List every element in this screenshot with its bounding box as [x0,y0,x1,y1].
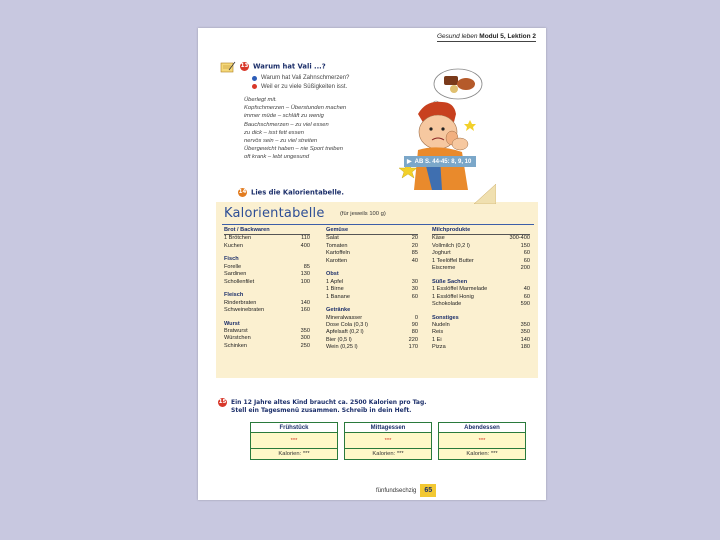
food-name: Schokolade [432,301,462,308]
page-number-words: fünfundsechzig [376,487,417,494]
meal-card-dinner [438,422,526,460]
calorie-row [326,286,418,293]
calorie-section-heading: Milchprodukte [432,227,530,235]
calorie-row [326,315,418,322]
calorie-row [432,286,530,293]
calorie-row [432,243,530,250]
calorie-row [432,258,530,265]
food-name: Dose Cola (0,3 l) [326,321,368,328]
meal-name: Mittagessen [345,423,431,433]
task-14-title [238,188,344,197]
meal-calories: Kalorien: *** [345,449,431,459]
food-calories: 30 [411,278,418,285]
food-calories: 220 [408,336,418,343]
food-name: Bier (0,5 l) [326,336,352,343]
bullet-icon [252,76,257,81]
bullet-icon [252,84,257,89]
calorie-section-heading: Wurst [224,320,240,327]
calorie-row [326,294,418,301]
calorie-row [432,322,530,329]
calorie-row [326,235,418,242]
food-name: Bratwurst [224,327,248,334]
food-name: Forelle [224,263,242,270]
boy-toothache-illustration [396,66,522,190]
food-calories: 80 [411,329,418,336]
daily-menu-table [250,422,526,460]
food-name: Tomaten [326,242,348,249]
calorie-section-heading: Getränke [326,307,351,314]
food-calories: 60 [523,250,530,257]
calorie-row [326,329,418,336]
calorie-row [432,235,530,242]
food-calories: 400 [300,242,310,249]
food-name: Schinken [224,342,248,349]
calorie-row [326,279,418,286]
calorie-row [432,329,530,336]
task-15-line-1: Ein 12 Jahre altes Kind braucht ca. 2500 Kalorien pro Tag. [231,399,427,406]
calorie-column-1 [224,227,310,350]
list-item: Kopfschmerzen – Überstunden machen [244,105,347,112]
food-calories: 590 [520,301,530,308]
page-footer [376,484,436,497]
list-item: zu dick – isst fett essen [244,129,304,136]
food-name: 1 Apfel [326,278,344,285]
food-name: Pizza [432,344,446,351]
food-name: Kartoffeln [326,250,350,257]
calorie-row [432,294,530,301]
header-title: Modul 5, Lektion 2 [479,33,536,40]
page-number: 65 [420,484,436,497]
arrow-right-icon: ▶ [407,159,412,165]
food-name: Mineralwasser [326,314,363,321]
food-name: 1 Ei [432,336,442,343]
calorie-section-heading: Brot / Backwaren [224,227,310,235]
calorie-row [224,343,310,350]
meal-name: Abendessen [439,423,525,433]
food-name: Schweinebraten [224,307,265,314]
task-14-number: 14 [238,189,247,195]
list-item: immer müde – schläft zu wenig [244,113,324,120]
dialogue-question: Warum hat Vali Zahnschmerzen? [261,75,350,81]
food-name: 1 Brötchen [224,235,252,242]
calorie-row [224,279,310,286]
food-name: Wein (0,25 l) [326,344,358,351]
textbook-page [198,28,546,500]
food-calories: 0 [414,314,418,321]
food-calories: 30 [411,286,418,293]
task-13-title-text: Warum hat Vali ...? [253,62,326,71]
task-15-instructions [218,398,427,415]
calorie-column-2 [326,227,418,352]
calorie-table [216,202,538,378]
task-15-number: 15 [218,399,227,405]
calorie-row [326,322,418,329]
food-name: Karotten [326,257,348,264]
food-calories: 85 [411,250,418,257]
food-name: Reis [432,329,444,336]
calorie-row [224,271,310,278]
calorie-row [326,250,418,257]
calorie-section-heading: Fleisch [224,292,244,299]
food-calories: 300-400 [509,235,530,242]
food-calories: 40 [411,257,418,264]
food-name: Vollmilch (0,2 l) [432,242,470,249]
calorie-row [432,301,530,308]
calorie-section-heading: Süße Sachen [432,278,468,285]
header-prefix: Gesund leben [437,33,478,40]
meal-card-lunch [344,422,432,460]
reference-text: AB S. 44-45: 8, 9, 10 [414,158,472,165]
calorie-row [432,344,530,351]
calorie-row [224,264,310,271]
food-calories: 20 [411,235,418,242]
food-calories: 100 [300,278,310,285]
list-item: nervös sein – zu viel streiten [244,138,318,145]
list-heading: Überlegt mit. [244,97,277,103]
calorie-row [224,243,310,250]
calorie-table-subtitle: (für jeweils 100 g) [340,211,386,217]
food-calories: 350 [520,321,530,328]
food-name: Nudeln [432,321,450,328]
calorie-row [326,243,418,250]
food-calories: 180 [520,344,530,351]
calorie-row [326,344,418,351]
food-name: 1 Birne [326,286,344,293]
dialogue-line [252,74,349,83]
food-calories: 160 [300,307,310,314]
meal-name: Frühstück [251,423,337,433]
calorie-section-heading: Gemüse [326,227,418,235]
food-name: 1 Esslöffel Honig [432,293,474,300]
page-header [437,33,536,42]
meal-content: *** [251,433,337,449]
calorie-section-heading: Sonstiges [432,314,459,321]
calorie-row [326,337,418,344]
food-calories: 140 [300,299,310,306]
calorie-row [326,258,418,265]
task-13-number: 13 [240,63,249,69]
food-calories: 350 [300,327,310,334]
food-calories: 300 [300,335,310,342]
task-13-dialogue [252,74,349,91]
calorie-row [432,250,530,257]
food-name: Würstchen [224,335,251,342]
calorie-section-heading: Obst [326,271,339,278]
food-calories: 140 [520,336,530,343]
workbook-reference [404,156,476,167]
food-calories: 60 [411,293,418,300]
meal-content: *** [439,433,525,449]
food-calories: 150 [520,242,530,249]
food-name: Schollenfilet [224,278,255,285]
calorie-section-heading: Fisch [224,256,239,263]
task-13-list [244,96,346,162]
calorie-row [224,300,310,307]
divider [222,224,534,225]
calorie-row [224,328,310,335]
task-13-title [240,62,326,71]
food-calories: 60 [523,257,530,264]
food-calories: 60 [523,293,530,300]
task-14-title-text: Lies die Kalorientabelle. [251,188,344,197]
calorie-column-3 [432,227,530,352]
food-name: 1 Teelöffel Butter [432,257,474,264]
meal-calories: Kalorien: *** [439,449,525,459]
list-item: Bauchschmerzen – zu viel essen [244,121,329,128]
calorie-row [224,235,310,242]
food-name: Joghurt [432,250,451,257]
food-calories: 250 [300,342,310,349]
food-name: Sardinen [224,271,247,278]
calorie-row [224,307,310,314]
food-calories: 40 [523,286,530,293]
food-calories: 110 [301,235,310,242]
food-name: 1 Banane [326,293,350,300]
task-15-line-2: Stell ein Tagesmenü zusammen. Schreib in dein Heft. [231,407,412,414]
food-name: Käse [432,235,445,242]
calorie-row [432,337,530,344]
notepad-icon [220,61,236,73]
food-name: Eiscreme [432,265,456,272]
food-name: 1 Esslöffel Marmelade [432,286,488,293]
food-name: Salat [326,235,339,242]
calorie-row [432,265,530,272]
food-name: Kuchen [224,242,243,249]
calorie-table-title: Kalorientabelle [224,206,325,221]
food-calories: 90 [411,321,418,328]
food-calories: 130 [300,271,310,278]
meal-calories: Kalorien: *** [251,449,337,459]
food-calories: 170 [408,344,418,351]
page-curl-icon [474,184,496,204]
dialogue-answer: Weil er zu viele Süßigkeiten isst. [261,83,348,90]
food-calories: 85 [303,263,310,270]
list-item: Übergewicht haben – nie Sport treiben [244,146,343,153]
food-name: Rinderbraten [224,299,257,306]
food-calories: 20 [411,242,418,249]
food-name: Apfelsaft (0,2 l) [326,329,364,336]
meal-content: *** [345,433,431,449]
food-calories: 200 [520,265,530,272]
dialogue-line [252,83,349,92]
food-calories: 350 [520,329,530,336]
calorie-row [224,335,310,342]
meal-card-breakfast [250,422,338,460]
list-item: oft krank – lebt ungesund [244,154,310,161]
